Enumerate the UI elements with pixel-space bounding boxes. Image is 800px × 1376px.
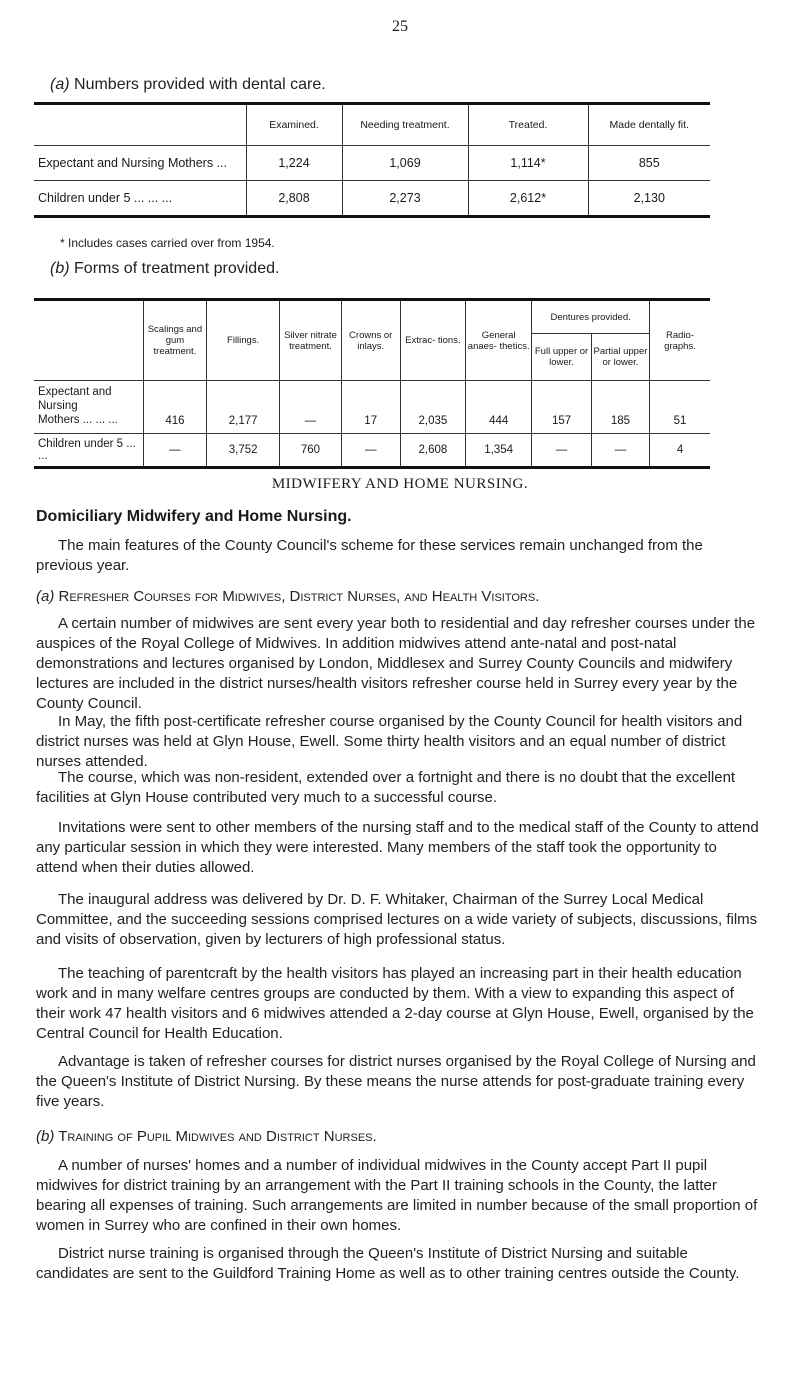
cell: 3,752: [207, 434, 280, 468]
paragraph: A certain number of midwives are sent every year both to residential and day refresher courses under the auspices of the Royal College of Midwives. In addition midwives attend ante-natal and post-natal demonstrations and lectures organised by London, Middlesex and Surrey County Councils and midwifery lectures are included in the district nurses/health visitors refresher course held in Surrey every year by the County Council.: [36, 615, 756, 712]
row-label-line: Mothers ... ... ...: [38, 414, 118, 426]
paragraph: District nurse training is organised through the Queen's Institute of District Nursing and suitable candidates are sent to the Guildford Training Home as well as to other training centres outside the County.: [36, 1245, 740, 1282]
paragraph: The course, which was non-resident, extended over a fortnight and there is no doubt that the excellent facilities at Glyn House contributed very much to a successful course.: [36, 769, 736, 806]
paragraph: The inaugural address was delivered by Dr. D. F. Whitaker, Chairman of the Surrey Local Medical Committee, and the succeeding sessions comprised lectures on a wide variety of subjects, discussions, films and visits of observation, given by lecturers of high professional status.: [36, 891, 758, 948]
table-b-caption-text: Forms of treatment provided.: [74, 260, 280, 277]
row-label: [34, 381, 143, 434]
cell: —: [280, 381, 342, 434]
header-partial-dentures: Partial upper or lower.: [591, 334, 649, 381]
header-needing-treatment: Needing treatment.: [342, 104, 468, 146]
cell: 855: [588, 146, 710, 181]
cell: 2,273: [342, 181, 468, 217]
paragraph: A number of nurses' homes and a number of individual midwives in the County accept Part II pupil midwives for district training by an arrangement with the Part II training schools in the County, the latter bearing all expenses of training. Such arrangements are limited in number because of the small proportion of women in Surrey who are confined in their own homes.: [36, 1157, 758, 1234]
paragraph: In May, the fifth post-certificate refresher course organised by the County Council for health visitors and district nurses was held at Glyn House, Ewell. Some thirty health visitors and an equal number of district nurses attended.: [36, 713, 743, 770]
paragraph: Advantage is taken of refresher courses for district nurses organised by the Royal College of Nursing and the Queen's Institute of District Nursing. By these means the nurse attends for post-graduate training every five years.: [36, 1053, 756, 1110]
cell: 17: [341, 381, 400, 434]
cell: 4: [650, 434, 710, 468]
cell: —: [143, 434, 206, 468]
cell: 1,069: [342, 146, 468, 181]
header-examined: Examined.: [246, 104, 342, 146]
header-general-anaesthetics: General anaes- thetics.: [466, 300, 532, 381]
dental-care-numbers-table: [34, 102, 710, 218]
table-a-caption: [50, 76, 326, 94]
header-blank: [34, 104, 246, 146]
header-full-dentures: Full upper or lower.: [532, 334, 592, 381]
table-b-caption: [50, 260, 279, 278]
intro-paragraph: The main features of the County Council's scheme for these services remain unchanged from the previous year.: [36, 537, 703, 574]
cell: 1,224: [246, 146, 342, 181]
header-silver-nitrate: Silver nitrate treatment.: [280, 300, 342, 381]
header-blank: [34, 300, 143, 381]
header-scalings: Scalings and gum treatment.: [143, 300, 206, 381]
cell: 2,130: [588, 181, 710, 217]
header-treated: Treated.: [468, 104, 588, 146]
cell: 2,608: [400, 434, 466, 468]
row-label: Expectant and Nursing Mothers ...: [38, 156, 227, 170]
table-row: [34, 146, 710, 181]
header-crowns: Crowns or inlays.: [341, 300, 400, 381]
cell: —: [532, 434, 592, 468]
table-row: [34, 381, 710, 434]
heading-refresher-courses: (a) Refresher Courses for Midwives, District Nurses, and Health Visitors.: [36, 588, 540, 605]
table-a-caption-text: Numbers provided with dental care.: [74, 76, 326, 93]
row-label-line: Expectant and Nursing: [38, 386, 112, 412]
page-number: 25: [392, 18, 408, 35]
paragraph: The teaching of parentcraft by the health visitors has played an increasing part in their health education work and in many welfare centres groups are conducted by them. With a view to expanding this aspect of their work 47 health visitors and 6 midwives attended a 2-day course at Glyn House, Ewell, organised by the Central Council for Health Education.: [36, 965, 754, 1042]
cell: —: [591, 434, 649, 468]
cell: 157: [532, 381, 592, 434]
cell: 185: [591, 381, 649, 434]
section-heading: MIDWIFERY AND HOME NURSING.: [271, 476, 529, 492]
cell: —: [341, 434, 400, 468]
table-header-row: [34, 300, 710, 334]
cell: 444: [466, 381, 532, 434]
table-row: [34, 434, 710, 468]
header-made-dentally-fit: Made dentally fit.: [588, 104, 710, 146]
table-row: [34, 181, 710, 217]
cell: 2,808: [246, 181, 342, 217]
sub-heading: Domiciliary Midwifery and Home Nursing.: [36, 508, 352, 525]
table-a-footnote: * Includes cases carried over from 1954.: [60, 236, 275, 250]
table-b-caption-letter: (b): [50, 260, 70, 277]
cell: 2,035: [400, 381, 466, 434]
cell: 760: [280, 434, 342, 468]
cell: 2,177: [207, 381, 280, 434]
cell: 1,114*: [468, 146, 588, 181]
header-fillings: Fillings.: [207, 300, 280, 381]
cell: 416: [143, 381, 206, 434]
cell: 2,612*: [468, 181, 588, 217]
cell: 1,354: [466, 434, 532, 468]
row-label: Children under 5 ... ...: [34, 434, 143, 468]
header-radiographs: Radio- graphs.: [650, 300, 710, 381]
header-extractions: Extrac- tions.: [400, 300, 466, 381]
heading-training: (b) Training of Pupil Midwives and District Nurses.: [36, 1128, 377, 1145]
table-a-caption-letter: (a): [50, 76, 70, 93]
row-label: Children under 5 ... ... ...: [34, 181, 246, 217]
cell: 51: [650, 381, 710, 434]
table-header-row: [34, 104, 710, 146]
header-dentures-provided: Dentures provided.: [532, 300, 650, 334]
paragraph: Invitations were sent to other members of the nursing staff and to the medical staff of the County to attend any particular session in which they were interested. Many members of the staff took the opportunity to attend when their duties allowed.: [36, 819, 759, 876]
treatment-forms-table: [34, 298, 710, 469]
